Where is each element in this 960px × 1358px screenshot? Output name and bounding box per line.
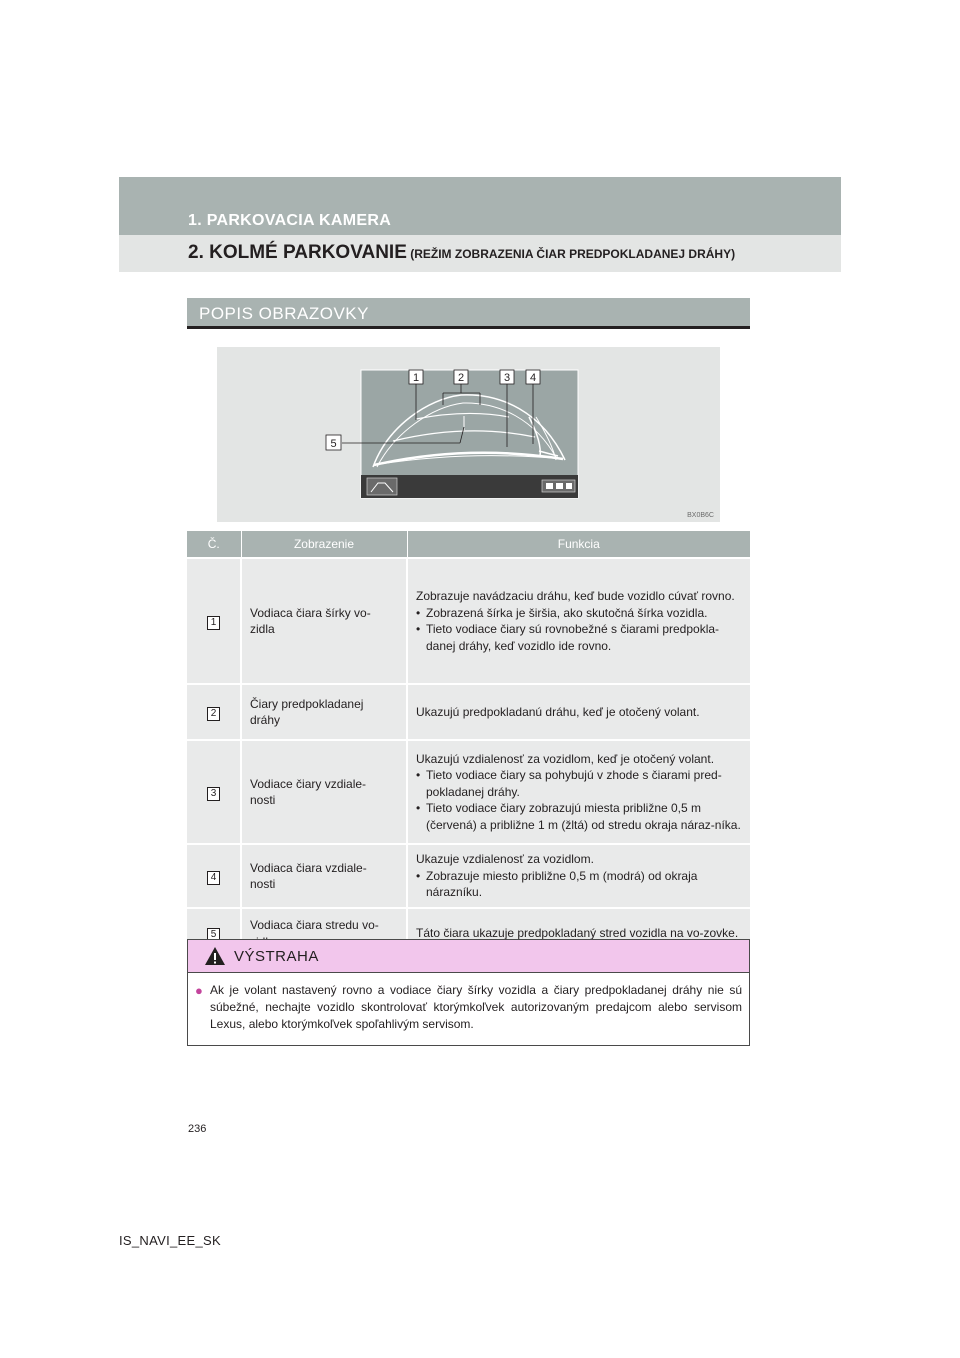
- row-number-box: 5: [207, 928, 220, 942]
- camera-screen-illustration: [217, 347, 720, 522]
- callout-1-label: 1: [412, 372, 420, 384]
- row-function-cell: [407, 844, 750, 908]
- callout-4-label: 4: [529, 372, 537, 384]
- warning-body: [188, 973, 749, 1033]
- row-display-cell: Vodiaca čiara stredu vo-: [241, 908, 407, 958]
- function-bullet-item: • Tieto vodiace čiary sa pohybujú v zhode s čiarami pred-pokladanej dráhy.: [416, 767, 742, 800]
- row-function-cell: [407, 684, 750, 740]
- guide-toggle-icon: [367, 478, 397, 495]
- function-bullet-list: [416, 868, 742, 901]
- row-function-cell: [407, 558, 750, 684]
- function-lead-text: Ukazuje vzdialenosť za vozidlom.: [416, 852, 594, 867]
- row-function-cell: [407, 740, 750, 844]
- section-title: [188, 242, 735, 264]
- row-number-cell: [187, 740, 241, 844]
- doc-code: IS_NAVI_EE_SK: [119, 1233, 221, 1248]
- callout-2-label: 2: [457, 372, 465, 384]
- callout-5-label: 5: [330, 438, 337, 450]
- table-row: [187, 740, 750, 844]
- row-display-cell: Vodiaca čiara šírky vo- zidla: [241, 558, 407, 684]
- function-lead-text: Táto čiara ukazuje predpokladaný stred vozidla na vo-zovke.: [416, 926, 739, 941]
- section-title-main: 2. KOLMÉ PARKOVANIE: [188, 242, 407, 263]
- table-body: [187, 558, 750, 958]
- function-bullet-item: • Tieto vodiace čiary sú rovnobežné s čiarami predpokla-danej dráhy, keď vozidlo ide rovno.: [416, 621, 742, 654]
- page-number: 236: [188, 1123, 207, 1135]
- row-number-box: 3: [207, 787, 220, 801]
- function-bullet-item: • Tieto vodiace čiary zobrazujú miesta približne 0,5 m (červená) a približne 1 m (žltá) od stredu okraja náraz-níka.: [416, 800, 742, 833]
- row-number-box: 1: [207, 616, 220, 630]
- topic-title: POPIS OBRAZOVKY: [199, 304, 369, 323]
- row-number-box: 2: [207, 707, 220, 721]
- warning-title: VÝSTRAHA: [234, 948, 319, 965]
- function-lead-text: Ukazujú vzdialenosť za vozidlom, keď je otočený volant.: [416, 751, 715, 766]
- camera-figure: [217, 347, 720, 522]
- row-display-cell: Vodiaca čiara vzdiale- nosti: [241, 844, 407, 908]
- row-display-cell: Vodiace čiary vzdiale- nosti: [241, 740, 407, 844]
- function-bullet-item: • Zobrazená šírka je širšia, ako skutočná šírka vozidla.: [416, 605, 742, 622]
- function-lead-text: Ukazujú predpokladanú dráhu, keď je otočený volant.: [416, 704, 700, 719]
- function-bullet-item: • Zobrazuje miesto približne 0,5 m (modrá) od okraja nárazníku.: [416, 868, 742, 901]
- callout-3-label: 3: [503, 372, 511, 384]
- row-number-cell: [187, 684, 241, 740]
- row-number-cell: [187, 558, 241, 684]
- header-display: Zobrazenie: [241, 531, 407, 558]
- function-lead-text: Zobrazuje navádzaciu dráhu, keď bude vozidlo cúvať rovno.: [416, 589, 735, 603]
- row-number-cell: [187, 844, 241, 908]
- table-header-row: [187, 531, 750, 558]
- warning-header: [188, 940, 749, 973]
- topic-bar: [187, 298, 750, 329]
- function-bullet-list: [416, 767, 742, 833]
- section-title-sub: (REŽIM ZOBRAZENIA ČIAR PREDPOKLADANEJ DRÁHY): [406, 247, 736, 261]
- header-num: Č.: [187, 531, 241, 558]
- function-table: [187, 531, 750, 958]
- table-row: [187, 684, 750, 740]
- table-row: [187, 844, 750, 908]
- warning-text: Ak je volant nastavený rovno a vodiace čiary šírky vozidla a čiary predpokladanej dráhy nie sú súbežné, nechajte vozidlo skontrolovať ktorýmkoľvek autorizovaným predajcom alebo servisom Lexus, alebo ktorýmkoľvek spoľahlivým servisom.: [210, 983, 742, 1031]
- table-row: [187, 558, 750, 684]
- warning-triangle-icon: [204, 946, 226, 966]
- header-function: Funkcia: [407, 531, 750, 558]
- function-bullet-list: [416, 605, 742, 655]
- chapter-title: 1. PARKOVACIA KAMERA: [188, 212, 392, 229]
- row-display-cell: Čiary predpokladanej dráhy: [241, 684, 407, 740]
- warning-bullet-icon: ●: [195, 983, 203, 998]
- figure-code: BX0B6C: [687, 512, 714, 519]
- warning-box: [187, 939, 750, 1046]
- row-number-box: 4: [207, 871, 220, 885]
